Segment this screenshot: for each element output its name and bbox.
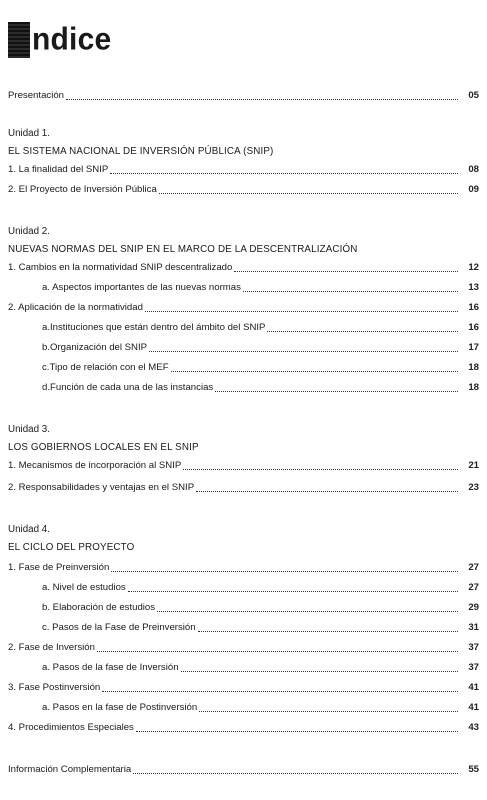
toc-entry-page: 55 xyxy=(468,764,479,775)
dot-leader xyxy=(136,730,458,732)
dot-leader xyxy=(128,590,458,592)
toc-entry-label: 1. Cambios en la normatividad SNIP descentralizado xyxy=(8,262,233,273)
dot-leader xyxy=(97,650,458,652)
toc-entry-label: Presentación xyxy=(8,90,64,101)
dot-leader xyxy=(267,330,458,332)
dot-leader xyxy=(102,690,458,692)
toc-entry-page: 41 xyxy=(468,702,479,713)
toc-entry-page: 13 xyxy=(468,282,479,293)
toc-entry-label: 2. Fase de Inversión xyxy=(8,642,95,653)
toc-entry xyxy=(42,620,479,636)
toc-entry-label: 1. Fase de Preinversión xyxy=(8,562,110,573)
toc-entry-label: Información Complementaria xyxy=(8,764,132,775)
toc-entry xyxy=(42,380,479,396)
toc-entry-label: 1. La finalidad del SNIP xyxy=(8,164,109,175)
dot-leader xyxy=(183,468,458,470)
toc-entry-page: 09 xyxy=(468,184,479,195)
toc-entry xyxy=(42,580,479,596)
unit-heading: EL SISTEMA NACIONAL DE INVERSIÓN PÚBLICA (SNIP) xyxy=(8,146,274,157)
toc-entry-page: 31 xyxy=(468,622,479,633)
unit-heading: NUEVAS NORMAS DEL SNIP EN EL MARCO DE LA DESCENTRALIZACIÓN xyxy=(8,244,358,255)
toc-entry xyxy=(42,660,479,676)
dot-leader xyxy=(243,290,458,292)
toc-entry-page: 37 xyxy=(468,662,479,673)
toc-entry xyxy=(8,640,479,656)
dot-leader xyxy=(199,710,458,712)
toc-entry-label: 2. Aplicación de la normatividad xyxy=(8,302,143,313)
unit-heading: EL CICLO DEL PROYECTO xyxy=(8,542,135,553)
toc-entry-page: 18 xyxy=(468,362,479,373)
dot-leader xyxy=(111,570,458,572)
toc-entry xyxy=(42,360,479,376)
toc-entry-page: 23 xyxy=(468,482,479,493)
toc-entry xyxy=(8,480,479,496)
dot-leader xyxy=(66,98,458,100)
toc-entry-label: 1. Mecanismos de incorporación al SNIP xyxy=(8,460,182,471)
toc-entry xyxy=(8,182,479,198)
toc-entry xyxy=(42,600,479,616)
toc-entry xyxy=(42,700,479,716)
toc-entry-page: 37 xyxy=(468,642,479,653)
toc-entry-label: 2. Responsabilidades y ventajas en el SNIP xyxy=(8,482,195,493)
toc-entry-label: a.Instituciones que están dentro del ámbito del SNIP xyxy=(42,322,266,333)
dot-leader xyxy=(196,490,458,492)
toc-entry xyxy=(42,280,479,296)
unit-number: Unidad 1. xyxy=(8,128,50,139)
toc-entry-label: 3. Fase Postinversión xyxy=(8,682,101,693)
toc-entry-page: 18 xyxy=(468,382,479,393)
toc-entry-label: b.Organización del SNIP xyxy=(42,342,148,353)
toc-entry-label: a. Nivel de estudios xyxy=(42,582,126,593)
toc-entry xyxy=(8,162,479,178)
toc-entry-page: 08 xyxy=(468,164,479,175)
toc-entry-label: 4. Procedimientos Especiales xyxy=(8,722,134,733)
toc-entry-label: 2. El Proyecto de Inversión Pública xyxy=(8,184,157,195)
toc-entry xyxy=(8,762,479,778)
dot-leader xyxy=(215,390,458,392)
page-header xyxy=(8,18,111,58)
dot-leader xyxy=(157,610,458,612)
dot-leader xyxy=(181,670,458,672)
dot-leader xyxy=(110,172,458,174)
unit-number: Unidad 2. xyxy=(8,226,50,237)
title-initial-block xyxy=(8,22,30,58)
unit-number: Unidad 3. xyxy=(8,424,50,435)
toc-entry-page: 29 xyxy=(468,602,479,613)
toc-entry xyxy=(8,720,479,736)
dot-leader xyxy=(234,270,458,272)
toc-entry-page: 16 xyxy=(468,322,479,333)
toc-entry xyxy=(8,300,479,316)
toc-entry-page: 21 xyxy=(468,460,479,471)
toc-entry-label: a. Pasos de la fase de Inversión xyxy=(42,662,179,673)
toc-entry-label: a. Aspectos importantes de las nuevas normas xyxy=(42,282,241,293)
dot-leader xyxy=(149,350,458,352)
dot-leader xyxy=(198,630,458,632)
dot-leader xyxy=(159,192,458,194)
toc-entry-page: 16 xyxy=(468,302,479,313)
toc-entry-label: d.Función de cada una de las instancias xyxy=(42,382,214,393)
unit-number: Unidad 4. xyxy=(8,524,50,535)
unit-heading: LOS GOBIERNOS LOCALES EN EL SNIP xyxy=(8,442,199,453)
toc-entry-page: 05 xyxy=(468,90,479,101)
toc-entry xyxy=(8,260,479,276)
toc-entry xyxy=(8,680,479,696)
toc-entry-label: b. Elaboración de estudios xyxy=(42,602,156,613)
toc-entry xyxy=(8,560,479,576)
toc-entry-page: 27 xyxy=(468,582,479,593)
page-title: ndice xyxy=(32,22,112,57)
toc-entry xyxy=(42,320,479,336)
toc-entry xyxy=(8,458,479,474)
toc-entry xyxy=(8,88,479,104)
dot-leader xyxy=(133,772,458,774)
toc-entry-label: a. Pasos en la fase de Postinversión xyxy=(42,702,198,713)
toc-entry-label: c. Pasos de la Fase de Preinversión xyxy=(42,622,196,633)
dot-leader xyxy=(145,310,458,312)
dot-leader xyxy=(171,370,458,372)
toc-entry-label: c.Tipo de relación con el MEF xyxy=(42,362,169,373)
toc-entry xyxy=(42,340,479,356)
toc-entry-page: 43 xyxy=(468,722,479,733)
toc-entry-page: 27 xyxy=(468,562,479,573)
toc-entry-page: 12 xyxy=(468,262,479,273)
toc-entry-page: 17 xyxy=(468,342,479,353)
toc-entry-page: 41 xyxy=(468,682,479,693)
